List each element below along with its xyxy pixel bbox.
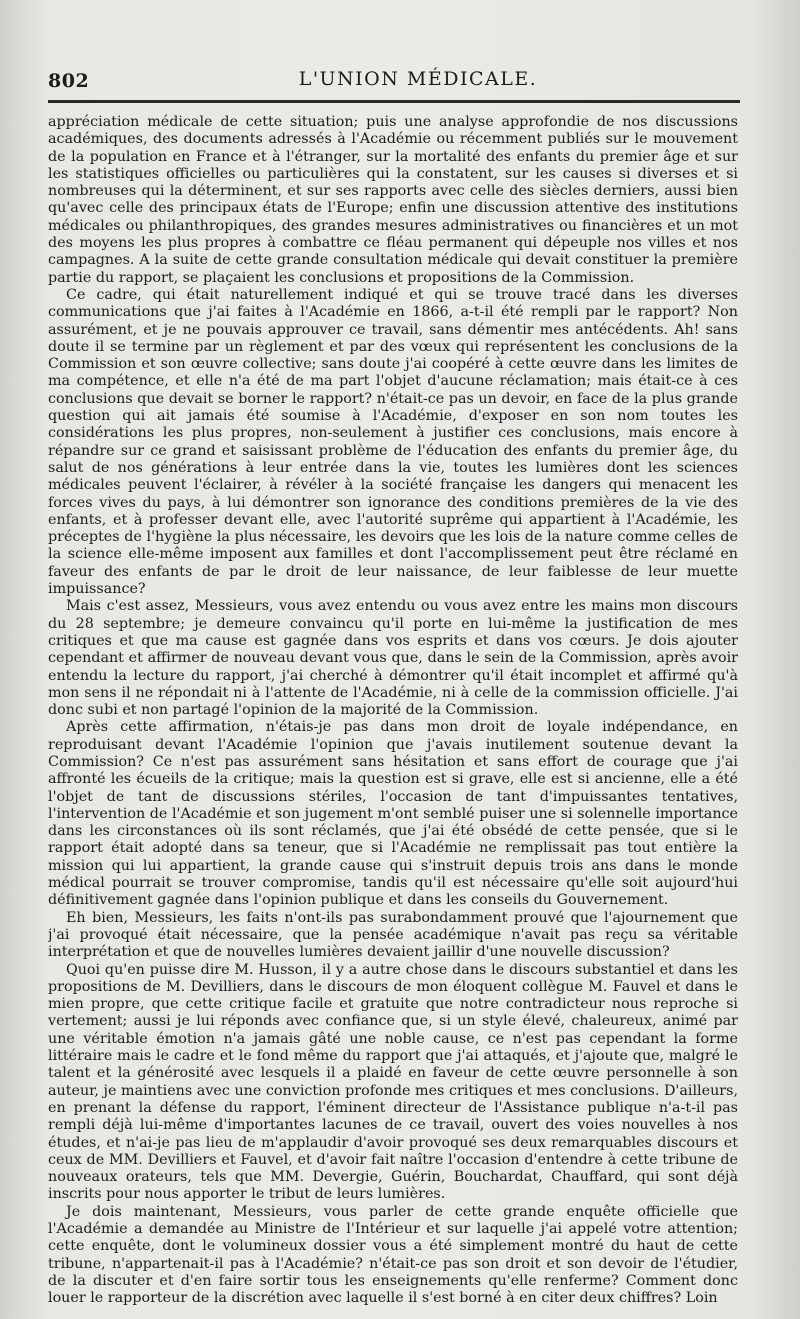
paragraph: Eh bien, Messieurs, les faits n'ont-ils pas surabondamment prouvé que l'ajournement que j'ai provoqué était nécessaire, que la pensée académique n'avait pas reçu sa véritable interprétation et que de nouvelles lumières devaient jaillir d'une nouvelle discussion? — [48, 909, 738, 961]
paragraph: appréciation médicale de cette situation; puis une analyse approfondie de nos discussions académiques, des documents adressés à l'Académie ou récemment publiés sur le mouvement de la population en France et à l'étranger, sur la mortalité des enfants du premier âge et sur les statistiques officielles ou particulières qui la constatent, sur les causes si diverses et si nombreuses qui la déterminent, et sur ses rapports avec celle des siècles derniers, aussi bien qu'avec celle des principaux états de l'Europe; enfin une discussion attentive des institutions médicales ou philanthropiques, des grandes mesures administratives ou financières et un mot des moyens les plus propres à combattre ce fléau permanent qui dépeuple nos villes et nos campagnes. A la suite de cette grande consultation médicale qui devait constituer la première partie du rapport, se plaçaient les conclusions et propositions de la Commission. — [48, 114, 738, 286]
paragraph: Après cette affirmation, n'étais-je pas dans mon droit de loyale indépendance, en reproduisant devant l'Académie l'opinion que j'avais inutilement soutenue devant la Commission? Ce n'est pas assurément sans hésitation et sans effort de courage que j'ai affronté les écueils de la critique; mais la question est si grave, elle est si ancienne, elle a été l'objet de tant de discussions stériles, l'occasion de tant d'impuissantes tentatives, l'intervention de l'Académie et son jugement m'ont semblé puiser une si solennelle importance dans les circonstances où ils sont réclamés, que j'ai été obsédé de cette pensée, que si le rapport était adopté dans sa teneur, que si l'Académie ne remplissait pas tout entière la mission qui lui appartient, la grande cause qui s'instruit depuis trois ans dans le monde médical pourrait se trouver compromise, tandis qu'il est nécessaire qu'elle soit aujourd'hui définitivement gagnée dans l'opinion publique et dans les conseils du Gouvernement. — [48, 719, 738, 909]
running-title: L'UNION MÉDICALE. — [298, 68, 538, 90]
paragraph: Ce cadre, qui était naturellement indiqué et qui se trouve tracé dans les diverses communications que j'ai faites à l'Académie en 1866, a-t-il été rempli par le rapport? Non assurément, et je ne pouvais approuver ce travail, sans démentir mes antécédents. Ah! sans doute il se termine par un règlement et par des vœux qui représentent les conclusions de la Commission et son œuvre collective; sans doute j'ai coopéré à cette œuvre dans les limites de ma compétence, et elle n'a été de ma part l'objet d'aucune réclamation; mais était-ce à ces conclusions que devait se borner le rapport? n'était-ce pas un devoir, en face de la plus grande question qui ait jamais été soumise à l'Académie, d'exposer en son nom toutes les considérations les plus propres, non-seulement à justifier ces conclusions, mais encore à répandre sur ce grand et saisissant problème de l'éducation des enfants du premier âge, du salut de nos générations à leur entrée dans la vie, toutes les lumières dont les sciences médicales peuvent l'éclairer, à révéler à la société française les dangers qui menacent les forces vives du pays, à lui démontrer son ignorance des conditions premières de la vie des enfants, et à professer devant elle, avec l'autorité suprême qui appartient à l'Académie, les préceptes de l'hygiène la plus nécessaire, les devoirs que les lois de la nature comme celles de la science elle-même imposent aux familles et dont l'accomplissement peut être réclamé en faveur des enfants de par le droit de leur naissance, de leur faiblesse de leur muette impuissance? — [48, 286, 738, 598]
page-number: 802 — [48, 70, 90, 92]
paragraph: Je dois maintenant, Messieurs, vous parler de cette grande enquête officielle que l'Académie a demandée au Ministre de l'Intérieur et sur laquelle j'ai appelé votre attention; cette enquête, dont le volumineux dossier vous a été simplement montré du haut de cette tribune, n'appartenait-il pas à l'Académie? n'était-ce pas son droit et son devoir de l'étudier, de la discuter et d'en faire sortir tous les enseignements qu'elle renferme? Comment donc louer le rapporteur de la discrétion avec laquelle il s'est borné à en citer deux chiffres? Loin — [48, 1203, 738, 1307]
page-header — [48, 66, 738, 96]
paragraph: Mais c'est assez, Messieurs, vous avez entendu ou vous avez entre les mains mon discours du 28 septembre; je demeure convaincu qu'il porte en lui-même la justification de mes critiques et que ma cause est gagnée dans vos esprits et dans vos cœurs. Je dois ajouter cependant et affirmer de nouveau devant vous que, dans le sein de la Commission, après avoir entendu la lecture du rapport, j'ai cherché à démontrer qu'il était incomplet et affirmé qu'à mon sens il ne répondait ni à l'attente de l'Académie, ni à celle de la commission officielle. J'ai donc subi et non partagé l'opinion de la majorité de la Commission. — [48, 598, 738, 719]
paragraph: Quoi qu'en puisse dire M. Husson, il y a autre chose dans le discours substantiel et dans les propositions de M. Devilliers, dans le discours de mon éloquent collègue M. Fauvel et dans le mien propre, que cette critique facile et gratuite que notre contradicteur nous reproche si vertement; aussi je lui réponds avec confiance que, si un style élevé, chaleureux, animé par une véritable émotion n'a jamais gâté une noble cause, ce n'est pas cependant la forme littéraire mais le cadre et le fond même du rapport que j'ai attaqués, et j'ajoute que, malgré le talent et la générosité avec lesquels il a plaidé en faveur de cette œuvre personnelle à son auteur, je maintiens avec une conviction profonde mes critiques et mes conclusions. D'ailleurs, en prenant la défense du rapport, l'éminent directeur de l'Assistance publique n'a-t-il pas rempli déjà lui-même d'importantes lacunes de ce travail, ouvert des voies nouvelles à nos études, et n'ai-je pas lieu de m'applaudir d'avoir provoqué ses deux remarquables discours et ceux de MM. Devilliers et Fauvel, et d'avoir fait naître l'occasion d'entendre à cette tribune de nouveaux orateurs, tels que MM. Devergie, Guérin, Bouchardat, Chauffard, qui sont déjà inscrits pour nous apporter le tribut de leurs lumières. — [48, 961, 738, 1203]
header-rule — [48, 100, 740, 103]
article-body — [48, 114, 738, 1314]
